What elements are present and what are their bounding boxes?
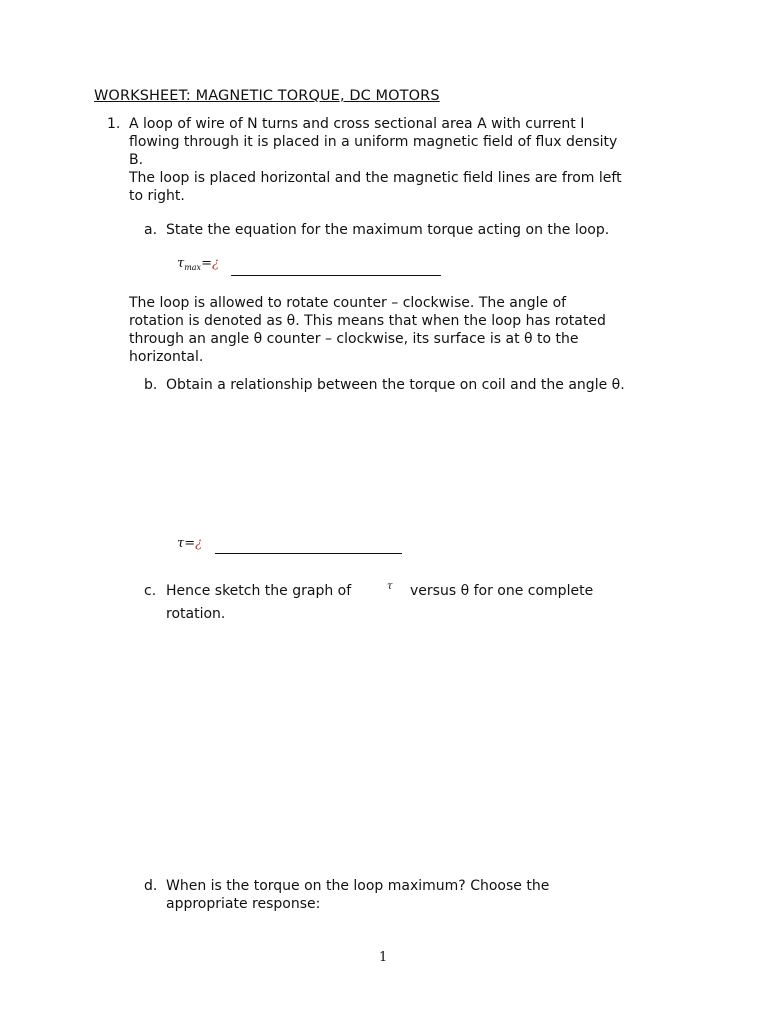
page-number: 1 <box>379 950 388 965</box>
part-b-text: Obtain a relationship between the torque on coil and the angle θ. <box>166 377 625 393</box>
part-a-label: a. <box>144 222 158 238</box>
part-d-text-line2: appropriate response: <box>166 896 321 912</box>
intro-line: A loop of wire of N turns and cross sectional area A with current I <box>129 116 585 132</box>
answer-placeholder: ¿ <box>211 256 219 271</box>
worksheet-title: WORKSHEET: MAGNETIC TORQUE, DC MOTORS <box>94 88 440 104</box>
part-b-answer-line[interactable] <box>215 553 402 554</box>
part-c-text-before: Hence sketch the graph of <box>166 583 352 599</box>
equals-sign: = <box>184 536 196 551</box>
part-c-text-after: versus θ for one complete <box>410 583 594 599</box>
tau-inline-symbol: τ <box>387 581 393 592</box>
intro-line: to right. <box>129 188 185 204</box>
part-c-label: c. <box>144 583 157 599</box>
question-number: 1. <box>107 116 121 132</box>
part-a-answer-line[interactable] <box>231 275 441 276</box>
rotation-paragraph <box>129 294 689 366</box>
part-b-equation <box>177 535 202 553</box>
max-subscript: max <box>184 263 202 272</box>
part-d-text-line1: When is the torque on the loop maximum? Choose the <box>166 878 550 894</box>
part-a-text: State the equation for the maximum torque acting on the loop. <box>166 222 610 238</box>
rotation-line: horizontal. <box>129 349 204 365</box>
equals-sign: = <box>201 256 212 271</box>
intro-line: B. <box>129 152 144 168</box>
rotation-line: through an angle θ counter – clockwise, its surface is at θ to the <box>129 331 579 347</box>
intro-line: flowing through it is placed in a uniform magnetic field of flux density <box>129 134 618 150</box>
part-d-label: d. <box>144 878 158 894</box>
tau-symbol: τ <box>177 536 185 551</box>
question-intro <box>129 115 689 205</box>
answer-placeholder: ¿ <box>195 536 203 551</box>
tau-symbol: τ <box>177 256 185 271</box>
part-b-label: b. <box>144 377 158 393</box>
part-c-text-line2: rotation. <box>166 606 226 622</box>
intro-line: The loop is placed horizontal and the magnetic field lines are from left <box>129 170 622 186</box>
part-a-equation <box>177 255 219 277</box>
rotation-line: rotation is denoted as θ. This means that when the loop has rotated <box>129 313 606 329</box>
rotation-line: The loop is allowed to rotate counter – clockwise. The angle of <box>129 295 567 311</box>
